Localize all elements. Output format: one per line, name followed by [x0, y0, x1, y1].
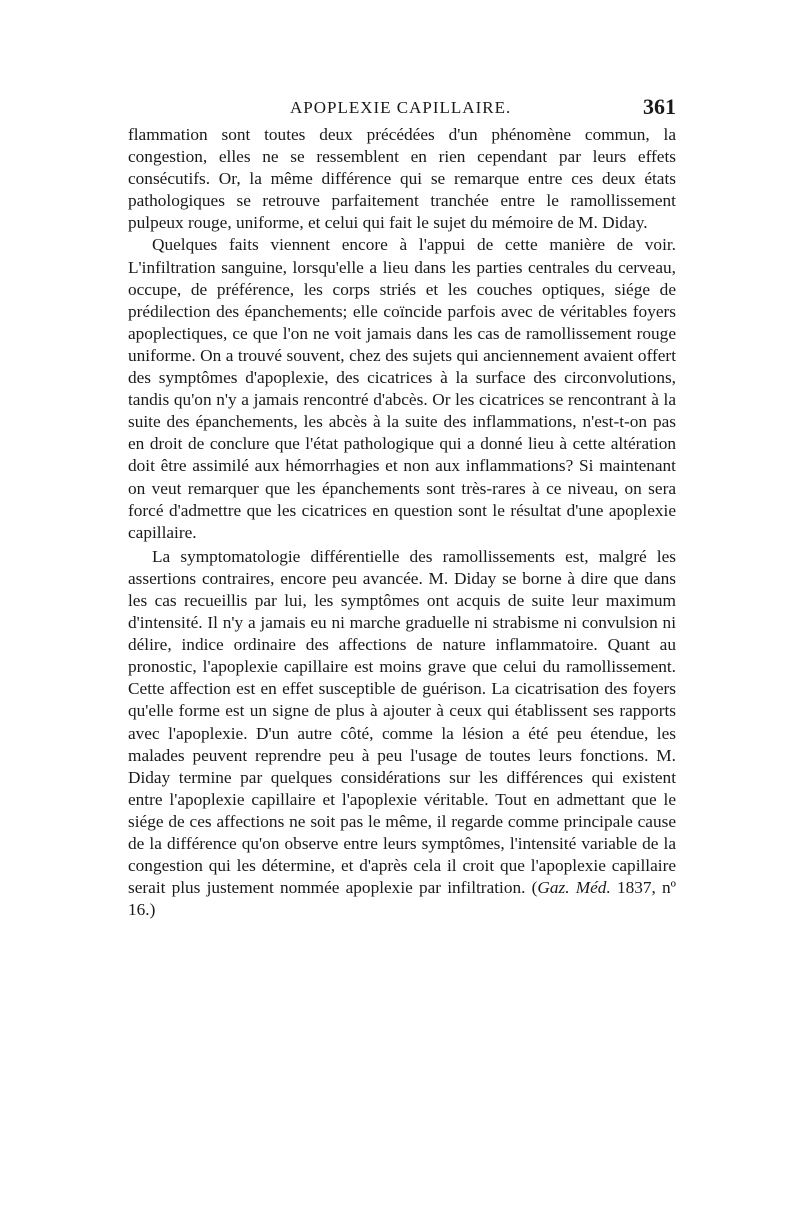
paragraph-3-text: La symptomatologie différentielle des ramollissements est, malgré les assertions contraires, encore peu avancée. M. Diday se borne à dire que dans les cas recueillis par lui, les symptômes ont acquis de suite leur maximum d'intensité. Il n'y a jamais eu ni marche graduelle ni strabisme ni convulsion ni délire, indice ordinaire des affections de nature inflammatoire. Quant au pronostic, l'apoplexie capillaire est moins grave que celui du ramollissement. Cette affection est en effet susceptible de guérison. La cicatrisation des foyers qu'elle forme est un signe de plus à ajouter à ceux qui établissent ses rapports avec l'apoplexie. D'un autre côté, comme la lésion a été peu étendue, les malades peuvent reprendre peu à peu l'usage de toutes leurs fonctions. M. Diday termine par quelques considérations sur les différences qui existent entre l'apoplexie capillaire et l'apoplexie véritable. Tout en admettant que le siége de ces affections ne soit pas le même, il regarde comme principale cause de la différence qu'on observe entre leurs symptômes, l'intensité variable de la congestion qui les détermine, et d'après cela il croit que l'apoplexie capillaire serait plus justement nommée apoplexie par infiltration. [128, 546, 676, 898]
citation-details: 1837, nº 16.) [128, 878, 677, 920]
paragraph-1: flammation sont toutes deux précédées d'un phénomène commun, la congestion, elles ne se ressemblent en rien cependant par leurs effets consécutifs. Or, la même différence qui se remarque entre ces deux états pathologiques se retrouve parfaitement tranchée entre le ramollissement pulpeux rouge, uniforme, et celui qui fait le sujet du mémoire de M. Diday. [128, 125, 676, 233]
citation-open: ( [531, 878, 538, 898]
paragraph-3 [128, 546, 676, 922]
paragraph-2: Quelques faits viennent encore à l'appui de cette manière de voir. L'infiltration sanguine, lorsqu'elle a lieu dans les parties centrales du cerveau, occupe, de préférence, les corps striés et les couches optiques, siége de prédilection des épanchements; elle coïncide parfois avec de véritables foyers apoplectiques, ce que l'on ne voit jamais dans les cas de ramollissement rouge uniforme. On a trouvé souvent, chez des sujets qui anciennement avaient offert des symptômes d'apoplexie, des cicatrices à la surface des circonvolutions, tandis qu'on n'y a jamais rencontré d'abcès. Or les cicatrices se rencontrant à la suite des épanchements, les abcès à la suite des inflammations, n'est-t-on pas en droit de conclure que l'état pathologique qui a donné lieu à cette altération doit être assimilé aux hémorrhagies et non aux inflammations? Si maintenant on veut remarquer que les épanchements sont très-rares à ce niveau, on sera forcé d'admettre que les cicatrices en question sont le résultat d'une apoplexie capillaire. [128, 235, 676, 542]
body-text [128, 124, 676, 921]
book-page [128, 94, 677, 921]
page-number: 361 [643, 94, 676, 119]
citation-journal: Gaz. Méd. [537, 878, 611, 898]
running-head: APOPLEXIE CAPILLAIRE. [290, 98, 512, 117]
page-header [128, 94, 676, 124]
